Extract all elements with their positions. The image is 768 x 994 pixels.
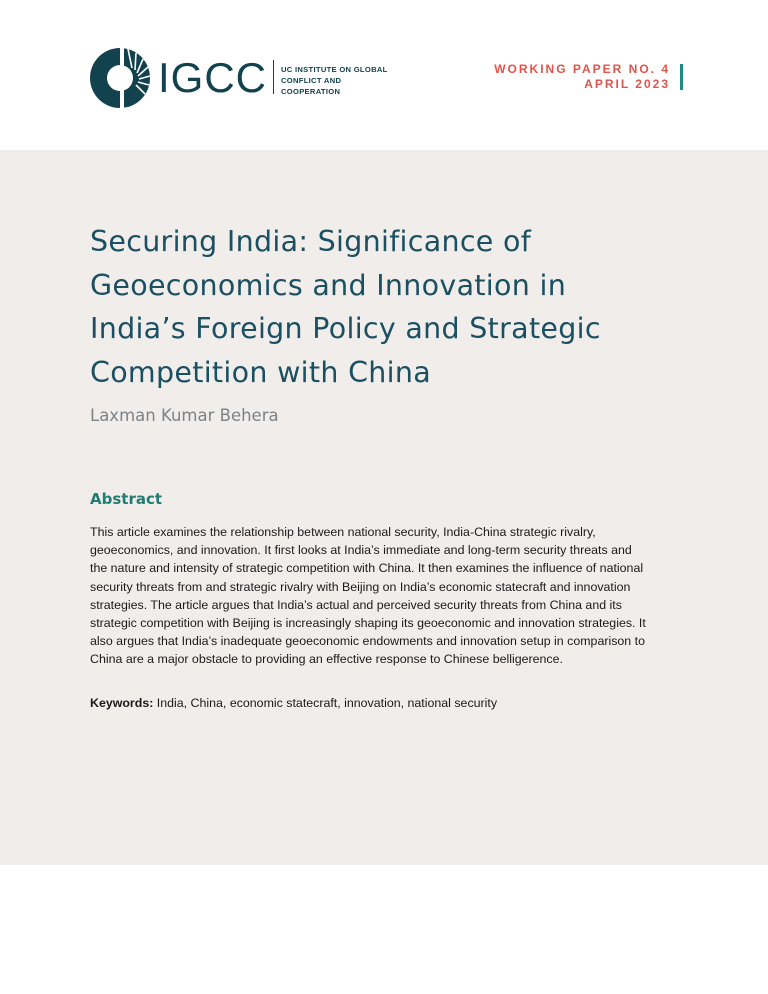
title-line-1: Securing India: Significance of: [90, 225, 532, 258]
keywords-label: Keywords:: [90, 696, 154, 710]
igcc-logo-mark-icon: [88, 46, 152, 110]
working-paper-info: [494, 62, 670, 92]
logo-wordmark: IGCC: [158, 54, 267, 101]
abstract-heading: Abstract: [90, 490, 163, 508]
page-header: [0, 0, 768, 150]
logo-subtitle-line-2: CONFLICT AND COOPERATION: [281, 76, 342, 96]
publication-date: APRIL 2023: [584, 77, 670, 91]
abstract-line: the nature and intensity of strategic competition with China. It then examines the influence of national: [90, 561, 644, 576]
accent-bar: [680, 64, 683, 90]
abstract-line: also argues that India’s inadequate geoeconomic endowments and innovation setup in comparison to: [90, 634, 645, 649]
abstract-line: strategic competition with Beijing is increasingly shaping its geoeconomic and innovation strategies. It: [90, 616, 646, 631]
title-line-4: Competition with China: [90, 355, 432, 389]
title-line-3: India’s Foreign Policy and Strategic: [90, 312, 601, 345]
abstract-line: China are a major obstacle to providing an effective response to Chinese belligerence.: [90, 652, 563, 667]
logo-subtitle: [281, 64, 401, 97]
working-paper-number: WORKING PAPER NO. 4: [494, 62, 670, 76]
logo-divider: [273, 60, 274, 94]
logo-subtitle-line-1: UC INSTITUTE ON GLOBAL: [281, 65, 388, 74]
title-line-2: Geoeconomics and Innovation in: [90, 268, 567, 302]
abstract-line: security threats from and strategic rivalry with Beijing on India’s economic statecraft and innovation: [90, 579, 631, 594]
abstract-line: strategies. The article argues that India’s actual and perceived security threats from China and its: [90, 597, 622, 612]
keywords: [90, 694, 685, 712]
igcc-logo: [88, 46, 398, 110]
abstract-line: This article examines the relationship between national security, India-China strategic rivalry,: [90, 525, 596, 539]
paper-title: [90, 220, 650, 394]
abstract-body: [90, 523, 685, 669]
author-name: Laxman Kumar Behera: [90, 406, 279, 425]
abstract-line: geoeconomics, and innovation. It first looks at India’s immediate and long-term security threats and: [90, 543, 632, 558]
keywords-list: India, China, economic statecraft, innovation, national security: [153, 696, 498, 710]
